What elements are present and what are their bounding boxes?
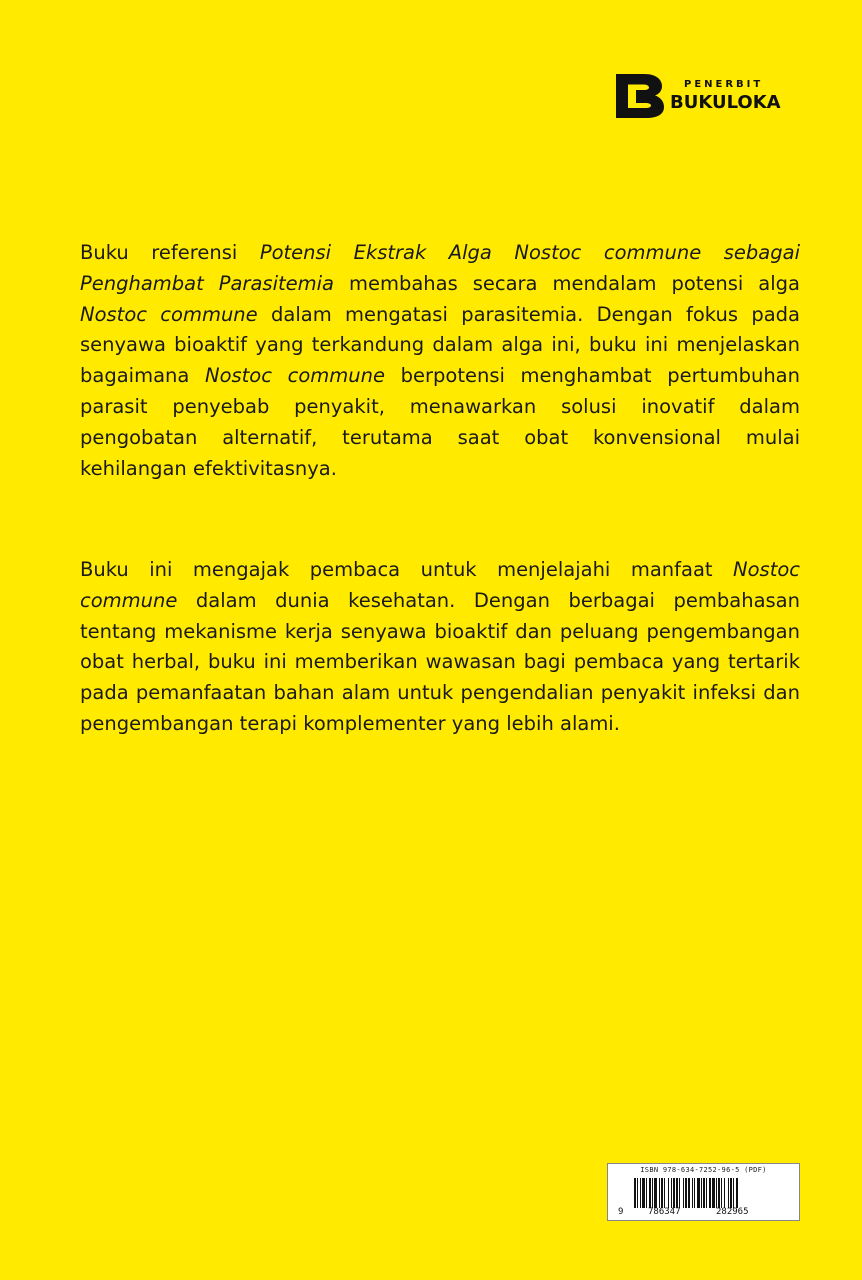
isbn-barcode xyxy=(607,1163,800,1221)
body-text: dalam dunia kesehatan. Dengan berbagai pembahasan tentang mekanisme kerja senyawa bioaktif dan peluang pengembangan obat herbal, buku ini memberikan wawasan bagi pembaca yang tertarik pada pemanfaatan bahan alam untuk pengendalian penyakit infeksi dan pengembangan terapi komplementer yang lebih alami. xyxy=(80,588,800,735)
blurb-paragraph-2 xyxy=(80,555,800,740)
italic-title-text: Nostoc commune xyxy=(204,364,385,388)
italic-title-text: Nostoc commune xyxy=(80,558,800,612)
publisher-name: BUKULOKA xyxy=(670,92,781,113)
body-text: Buku ini mengajak pembaca untuk menjelajahi manfaat xyxy=(80,558,734,581)
barcode-bars-icon xyxy=(634,1178,774,1208)
body-text: membahas secara mendalam potensi alga xyxy=(334,271,800,295)
barcode-lead-digit: 9 xyxy=(618,1207,624,1217)
body-text: Buku referensi xyxy=(80,241,260,264)
body-text: berpotensi menghambat pertumbuhan parasit penyebab penyakit, menawarkan solusi inovatif dalam pengobatan alternatif, terutama saat obat konvensional mulai kehilangan efektivitasnya. xyxy=(80,364,800,480)
isbn-label: ISBN 978-634-7252-96-5 (PDF) xyxy=(640,1166,767,1174)
barcode-left-digits: 786347 xyxy=(648,1207,681,1217)
publisher-logo xyxy=(614,72,781,120)
italic-title-text: Nostoc commune xyxy=(80,302,258,326)
publisher-label: PENERBIT xyxy=(684,79,764,90)
barcode-right-digits: 282965 xyxy=(716,1207,749,1217)
body-text: dalam mengatasi parasitemia. Dengan fokus pada senyawa bioaktif yang terkandung dalam alga ini, buku ini menjelaskan bagaimana xyxy=(80,302,801,388)
italic-title-text: Potensi Ekstrak Alga Nostoc commune sebagai Penghambat Parasitemia xyxy=(80,241,801,295)
blurb-paragraph-1 xyxy=(80,238,800,484)
publisher-logo-mark-icon xyxy=(614,72,666,120)
